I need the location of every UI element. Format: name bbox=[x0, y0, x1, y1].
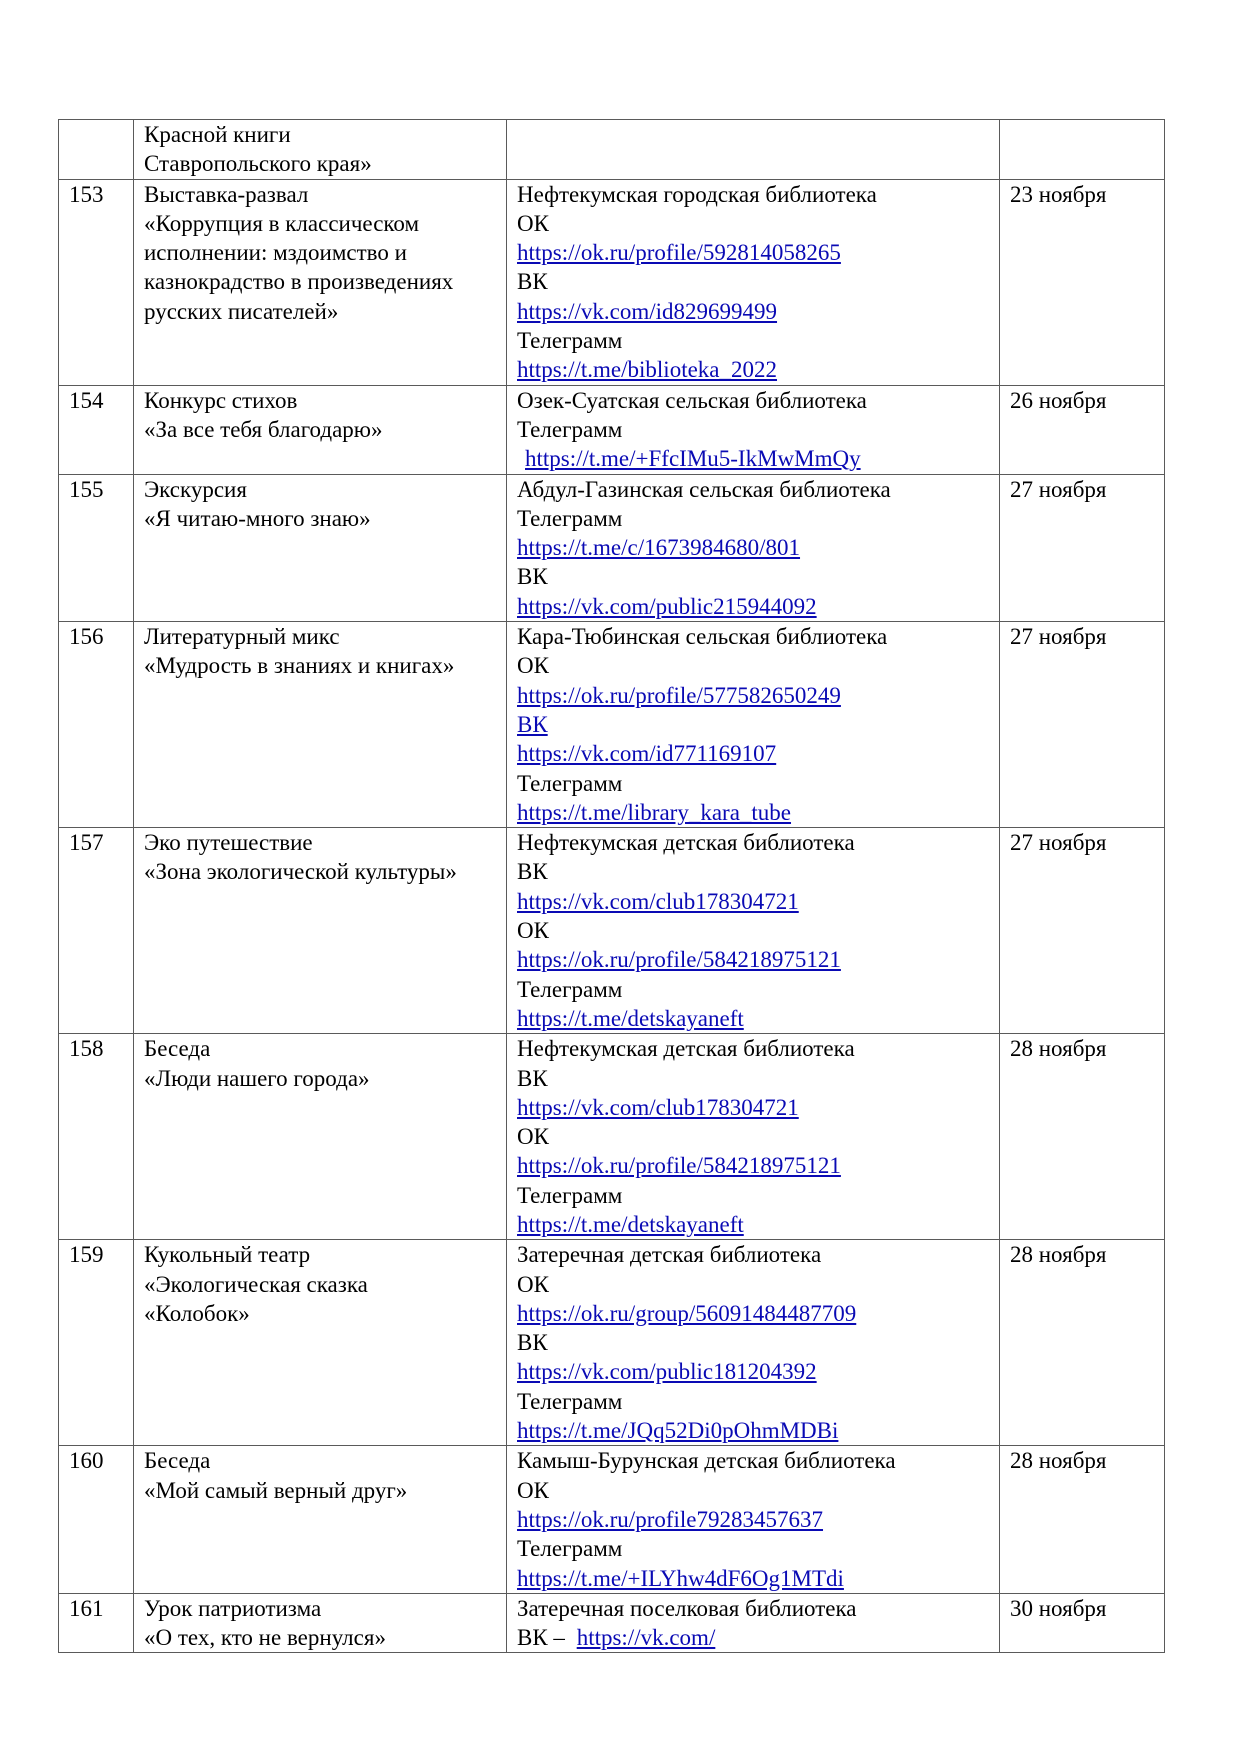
row-number bbox=[59, 120, 134, 180]
venue-label: Телеграмм bbox=[517, 505, 623, 531]
event-line: Беседа bbox=[144, 1448, 211, 1474]
event-line: Экскурсия bbox=[144, 476, 247, 502]
venue-label: Телеграмм bbox=[517, 976, 623, 1002]
venue-link[interactable]: https://t.me/detskayaneft bbox=[517, 1211, 744, 1237]
row-number: 161 bbox=[59, 1593, 134, 1653]
venue-link[interactable]: https://vk.com/id829699499 bbox=[517, 298, 778, 324]
event-date: 30 ноября bbox=[1000, 1593, 1165, 1653]
venue-label: ОК bbox=[517, 1124, 549, 1150]
event-line: исполнении: мздоимство и bbox=[144, 240, 407, 266]
venue-text bbox=[517, 1034, 989, 1063]
venue-label: ВК – bbox=[517, 1625, 571, 1651]
venue-text bbox=[517, 1594, 989, 1623]
venue-text bbox=[517, 1387, 989, 1416]
row-number: 154 bbox=[59, 385, 134, 474]
row-number: 153 bbox=[59, 179, 134, 385]
venue-label: ОК bbox=[517, 918, 549, 944]
venue-link[interactable]: https://ok.ru/profile/592814058265 bbox=[517, 240, 841, 266]
event-line: «Экологическая сказка bbox=[144, 1271, 368, 1297]
venue-link[interactable]: https://t.me/library_kara_tube bbox=[517, 799, 792, 825]
venue-cell bbox=[507, 179, 1000, 385]
table-row bbox=[59, 385, 1165, 474]
venue-text bbox=[517, 1328, 989, 1357]
table-row bbox=[59, 1593, 1165, 1653]
event-cell bbox=[134, 120, 507, 180]
venue-label: ВК bbox=[517, 269, 548, 295]
row-number: 155 bbox=[59, 474, 134, 621]
venue-label: Камыш-Бурунская детская библиотека bbox=[517, 1448, 896, 1474]
venue-link-line bbox=[517, 355, 989, 384]
venue-text bbox=[517, 857, 989, 886]
venue-cell bbox=[507, 385, 1000, 474]
venue-cell bbox=[507, 1034, 1000, 1240]
venue-link-line bbox=[517, 1210, 989, 1239]
venue-link-line bbox=[517, 238, 989, 267]
event-line: Кукольный театр bbox=[144, 1242, 311, 1268]
venue-label: Кара-Тюбинская сельская библиотека bbox=[517, 624, 888, 650]
venue-label: ВК bbox=[517, 564, 548, 590]
event-date: 27 ноября bbox=[1000, 474, 1165, 621]
venue-text bbox=[517, 209, 989, 238]
event-cell bbox=[134, 385, 507, 474]
row-number: 156 bbox=[59, 622, 134, 828]
venue-label: Телеграмм bbox=[517, 328, 623, 354]
venue-label: Нефтекумская детская библиотека bbox=[517, 1036, 855, 1062]
table-row bbox=[59, 1240, 1165, 1446]
venue-link-line bbox=[517, 798, 989, 827]
table-row bbox=[59, 474, 1165, 621]
row-number: 158 bbox=[59, 1034, 134, 1240]
event-line: «Я читаю-много знаю» bbox=[144, 505, 371, 531]
venue-label: Телеграмм bbox=[517, 1182, 623, 1208]
venue-link[interactable]: https://t.me/detskayaneft bbox=[517, 1005, 744, 1031]
event-line: «Колобок» bbox=[144, 1300, 250, 1326]
venue-cell bbox=[507, 474, 1000, 621]
venue-text bbox=[517, 1446, 989, 1475]
venue-label: ОК bbox=[517, 1271, 549, 1297]
event-cell bbox=[134, 1240, 507, 1446]
event-date: 28 ноября bbox=[1000, 1240, 1165, 1446]
venue-text bbox=[517, 415, 989, 444]
venue-text bbox=[517, 975, 989, 1004]
venue-text bbox=[517, 1240, 989, 1269]
event-cell bbox=[134, 474, 507, 621]
venue-link-line bbox=[517, 1093, 989, 1122]
events-table bbox=[58, 119, 1165, 1653]
row-number: 159 bbox=[59, 1240, 134, 1446]
venue-text bbox=[517, 651, 989, 680]
venue-label: Телеграмм bbox=[517, 1536, 623, 1562]
venue-label: Затеречная поселковая библиотека bbox=[517, 1595, 857, 1621]
event-line: Урок патриотизма bbox=[144, 1595, 322, 1621]
venue-label: Озек-Суатская сельская библиотека bbox=[517, 387, 867, 413]
event-date: 23 ноября bbox=[1000, 179, 1165, 385]
venue-link[interactable]: https://vk.com/public181204392 bbox=[517, 1359, 817, 1385]
venue-text bbox=[517, 386, 989, 415]
event-date: 27 ноября bbox=[1000, 828, 1165, 1034]
venue-link[interactable]: https://vk.com/public215944092 bbox=[517, 593, 817, 619]
venue-label: Абдул-Газинская сельская библиотека bbox=[517, 476, 891, 502]
venue-link[interactable]: https://ok.ru/profile/577582650249 bbox=[517, 682, 841, 708]
venue-link[interactable]: https://vk.com/club178304721 bbox=[517, 888, 799, 914]
venue-text bbox=[517, 1476, 989, 1505]
venue-label: Телеграмм bbox=[517, 416, 623, 442]
venue-cell bbox=[507, 1240, 1000, 1446]
event-line: Беседа bbox=[144, 1036, 211, 1062]
event-line: «Коррупция в классическом bbox=[144, 210, 420, 236]
event-line: Эко путешествие bbox=[144, 830, 313, 856]
event-line: Ставропольского края» bbox=[144, 151, 372, 177]
venue-text bbox=[517, 1270, 989, 1299]
event-date bbox=[1000, 120, 1165, 180]
venue-label: ОК bbox=[517, 1477, 549, 1503]
venue-text bbox=[517, 504, 989, 533]
event-line: «Зона экологической культуры» bbox=[144, 859, 457, 885]
venue-link-line bbox=[517, 710, 989, 739]
venue-label: ВК bbox=[517, 859, 548, 885]
venue-label: Телеграмм bbox=[517, 770, 623, 796]
event-line: Выставка-развал bbox=[144, 181, 309, 207]
venue-link-line bbox=[517, 444, 989, 473]
venue-text bbox=[517, 916, 989, 945]
venue-link[interactable]: https://vk.com/club178304721 bbox=[517, 1094, 799, 1120]
venue-link-line bbox=[517, 1004, 989, 1033]
venue-label: Затеречная детская библиотека bbox=[517, 1242, 822, 1268]
event-date: 26 ноября bbox=[1000, 385, 1165, 474]
venue-link[interactable]: https://t.me/biblioteka_2022 bbox=[517, 357, 778, 383]
venue-cell bbox=[507, 622, 1000, 828]
venue-link-line bbox=[517, 681, 989, 710]
table-row bbox=[59, 622, 1165, 828]
event-line: Конкурс стихов bbox=[144, 387, 298, 413]
event-cell bbox=[134, 1593, 507, 1653]
event-line: «Мой самый верный друг» bbox=[144, 1477, 408, 1503]
event-line: «Мудрость в знаниях и книгах» bbox=[144, 653, 455, 679]
venue-text bbox=[517, 180, 989, 209]
event-cell bbox=[134, 1034, 507, 1240]
venue-link[interactable]: https://ok.ru/profile/584218975121 bbox=[517, 1153, 841, 1179]
venue-label: ВК bbox=[517, 1065, 548, 1091]
venue-link-line bbox=[517, 1564, 989, 1593]
venue-link[interactable]: https://t.me/c/1673984680/801 bbox=[517, 535, 801, 561]
venue-link-line bbox=[517, 533, 989, 562]
event-cell bbox=[134, 179, 507, 385]
venue-link-line bbox=[517, 297, 989, 326]
venue-label: ВК bbox=[517, 1330, 548, 1356]
venue-link[interactable]: ВК bbox=[517, 711, 548, 737]
venue-text bbox=[517, 326, 989, 355]
event-date: 28 ноября bbox=[1000, 1446, 1165, 1593]
venue-cell bbox=[507, 120, 1000, 180]
venue-text bbox=[517, 622, 989, 651]
table-row bbox=[59, 1034, 1165, 1240]
event-line: «За все тебя благодарю» bbox=[144, 416, 383, 442]
venue-text bbox=[517, 769, 989, 798]
venue-cell bbox=[507, 1593, 1000, 1653]
venue-link[interactable]: https://ok.ru/profile79283457637 bbox=[517, 1506, 824, 1532]
venue-label: ОК bbox=[517, 653, 549, 679]
venue-link-line bbox=[517, 739, 989, 768]
row-number: 157 bbox=[59, 828, 134, 1034]
venue-link-line bbox=[517, 1505, 989, 1534]
venue-link[interactable]: https://t.me/+ILYhw4dF6Og1MTdi bbox=[517, 1565, 844, 1591]
venue-label: Телеграмм bbox=[517, 1388, 623, 1414]
event-line: Литературный микс bbox=[144, 624, 340, 650]
document-page bbox=[58, 119, 1164, 1653]
venue-text bbox=[517, 1064, 989, 1093]
event-cell bbox=[134, 828, 507, 1034]
venue-link[interactable]: https://vk.com/ bbox=[576, 1625, 716, 1651]
venue-label: Нефтекумская детская библиотека bbox=[517, 830, 855, 856]
event-line: русских писателей» bbox=[144, 298, 339, 324]
event-date: 28 ноября bbox=[1000, 1034, 1165, 1240]
venue-cell bbox=[507, 1446, 1000, 1593]
row-number: 160 bbox=[59, 1446, 134, 1593]
venue-link[interactable]: https://ok.ru/group/56091484487709 bbox=[517, 1300, 857, 1326]
table-row bbox=[59, 828, 1165, 1034]
venue-link[interactable]: https://ok.ru/profile/584218975121 bbox=[517, 947, 841, 973]
event-line: «Люди нашего города» bbox=[144, 1065, 370, 1091]
venue-text bbox=[517, 1122, 989, 1151]
venue-text bbox=[517, 1534, 989, 1563]
events-table-body bbox=[59, 120, 1165, 1653]
table-row bbox=[59, 120, 1165, 180]
venue-link-line bbox=[517, 1299, 989, 1328]
event-cell bbox=[134, 622, 507, 828]
table-row bbox=[59, 1446, 1165, 1593]
event-date: 27 ноября bbox=[1000, 622, 1165, 828]
venue-link-line bbox=[517, 945, 989, 974]
event-line: Красной книги bbox=[144, 122, 291, 147]
venue-link-line bbox=[517, 1416, 989, 1445]
event-line: казнокрадство в произведениях bbox=[144, 269, 454, 295]
venue-link-line bbox=[517, 1357, 989, 1386]
venue-link[interactable]: https://t.me/JQq52Di0pOhmMDBi bbox=[517, 1418, 839, 1444]
venue-text bbox=[517, 475, 989, 504]
venue-link-line bbox=[517, 592, 989, 621]
venue-link[interactable]: https://vk.com/id771169107 bbox=[517, 741, 777, 767]
event-cell bbox=[134, 1446, 507, 1593]
venue-cell bbox=[507, 828, 1000, 1034]
event-line: «О тех, кто не вернулся» bbox=[144, 1625, 386, 1651]
venue-text bbox=[517, 828, 989, 857]
venue-text bbox=[517, 267, 989, 296]
venue-label: ОК bbox=[517, 210, 549, 236]
venue-link[interactable]: https://t.me/+FfcIMu5-IkMwMmQy bbox=[525, 446, 861, 472]
venue-label: Нефтекумская городская библиотека bbox=[517, 181, 877, 207]
venue-text bbox=[517, 562, 989, 591]
venue-link-line bbox=[517, 887, 989, 916]
table-row bbox=[59, 179, 1165, 385]
venue-link-line bbox=[517, 1151, 989, 1180]
venue-text bbox=[517, 1623, 989, 1652]
venue-text bbox=[517, 1181, 989, 1210]
